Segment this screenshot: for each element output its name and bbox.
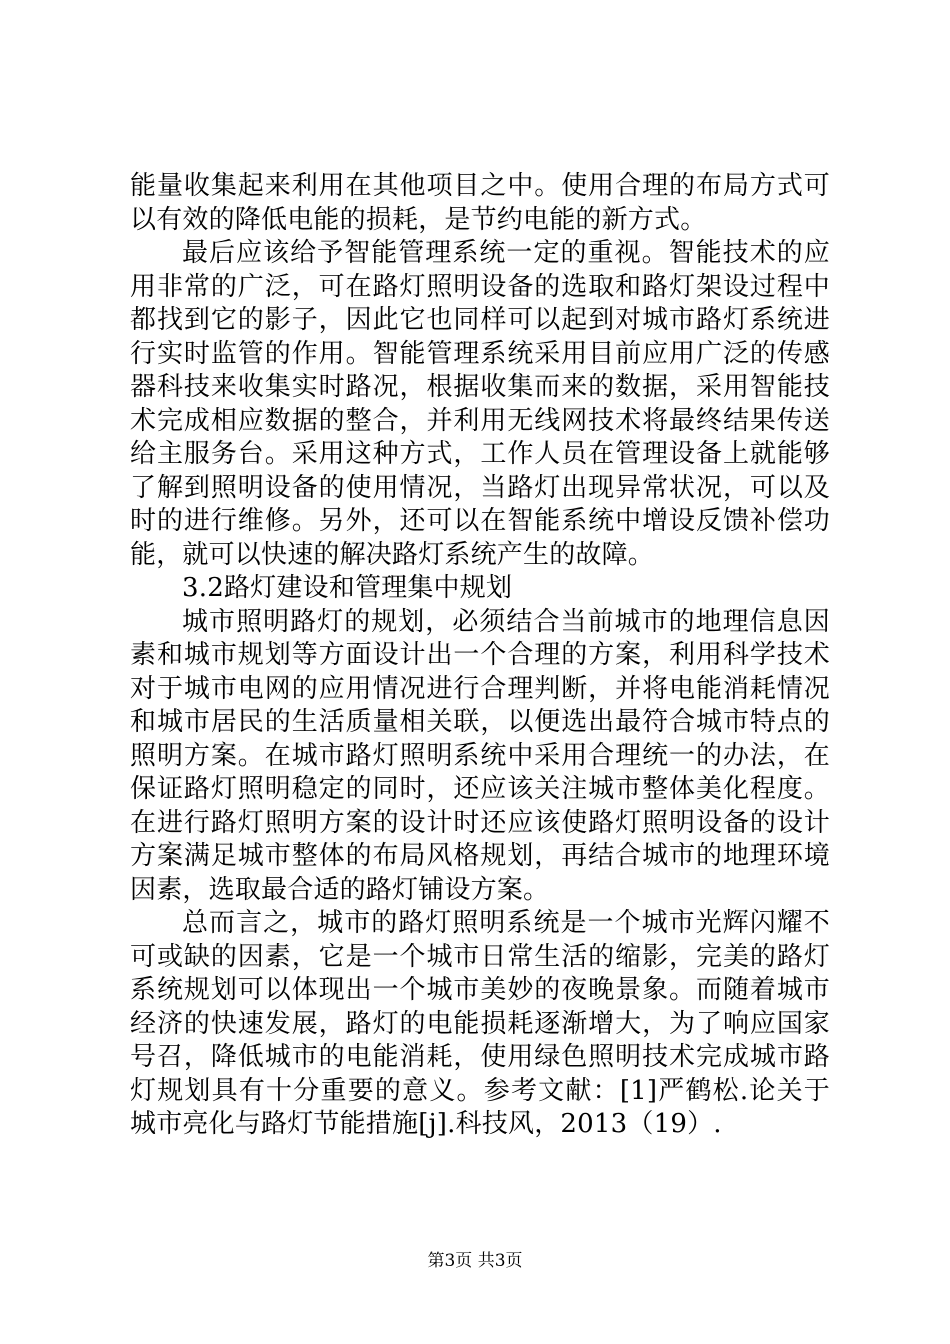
document-body (130, 170, 830, 1142)
paragraph-city-planning: 城市照明路灯的规划，必须结合当前城市的地理信息因素和城市规划等方面设计出一个合理的方案，利用科学技术对于城市电网的应用情况进行合理判断，并将电能消耗情况和城市居民的生活质量相关联，以便选出最符合城市特点的照明方案。在城市路灯照明系统中采用合理统一的办法，在保证路灯照明稳定的同时，还应该关注城市整体美化程度。在进行路灯照明方案的设计时还应该使路灯照明设备的设计方案满足城市整体的布局风格规划，再结合城市的地理环境因素，选取最合适的路灯铺设方案。 (130, 606, 830, 905)
paragraph-continuation: 能量收集起来利用在其他项目之中。使用合理的布局方式可以有效的降低电能的损耗，是节约电能的新方式。 (130, 171, 830, 235)
section-heading-3-2: 3.2路灯建设和管理集中规划 (182, 573, 513, 603)
paragraph-smart-management: 最后应该给予智能管理系统一定的重视。智能技术的应用非常的广泛，可在路灯照明设备的选取和路灯架设过程中都找到它的影子，因此它也同样可以起到对城市路灯系统进行实时监管的作用。智能管理系统采用目前应用广泛的传感器科技来收集实时路况，根据收集而来的数据，采用智能技术完成相应数据的整合，并利用无线网技术将最终结果传送给主服务台。采用这种方式，工作人员在管理设备上就能够了解到照明设备的使用情况，当路灯出现异常状况，可以及时的进行维修。另外，还可以在智能系统中增设反馈补偿功能，就可以快速的解决路灯系统产生的故障。 (130, 238, 830, 570)
paragraph-conclusion-references: 总而言之，城市的路灯照明系统是一个城市光辉闪耀不可或缺的因素，它是一个城市日常生活的缩影，完美的路灯系统规划可以体现出一个城市美妙的夜晚景象。而随着城市经济的快速发展，路灯的电能损耗逐渐增大，为了响应国家号召，降低城市的电能消耗，使用绿色照明技术完成城市路灯规划具有十分重要的意义。参考文献：[1]严鹤松.论关于城市亮化与路灯节能措施[j].科技风，2013（19）. (130, 908, 830, 1139)
page-number-footer: 第3页 共3页 (427, 1251, 523, 1271)
